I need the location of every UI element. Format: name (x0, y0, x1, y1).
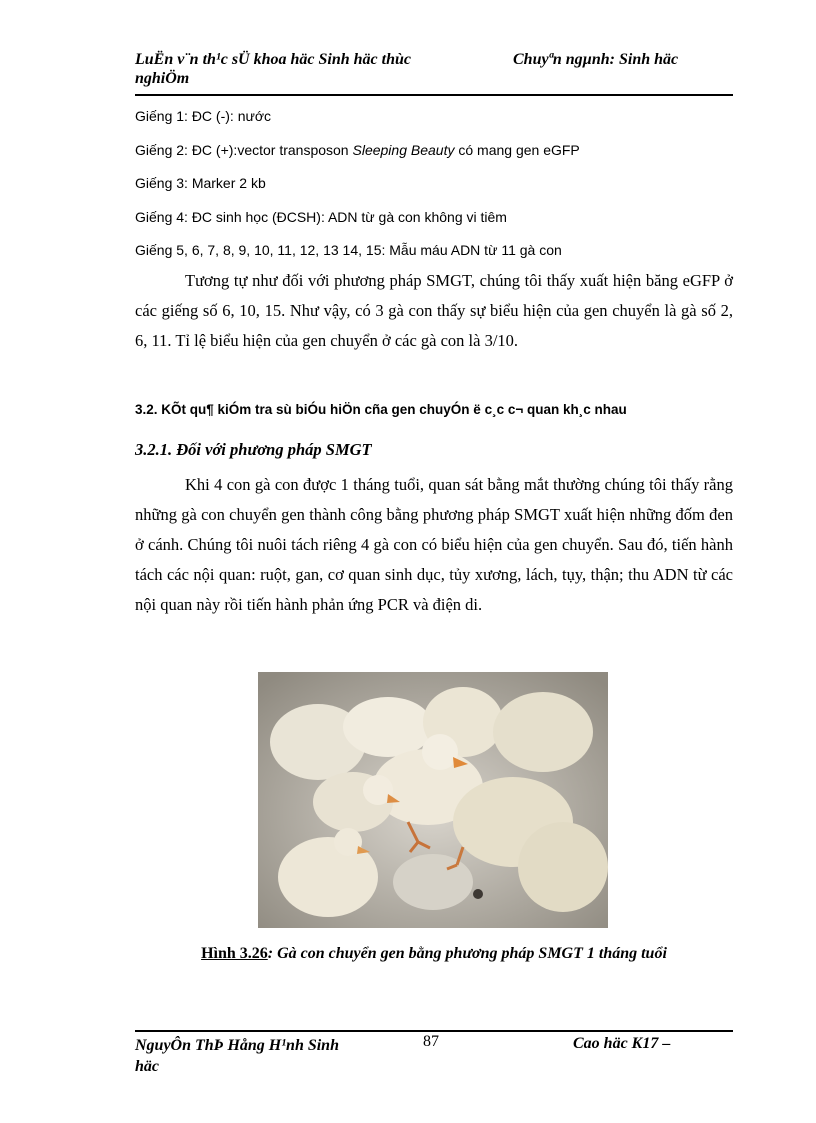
section-heading-3-2: 3.2. KÕt qu¶ kiÓm tra sù biÓu hiÖn cña gen chuyÓn ë c¸c c¬ quan kh¸c nhau (135, 402, 627, 417)
figure-caption-label: Hình 3.26 (201, 945, 268, 962)
well-item-2-prefix: Giếng 2: ĐC (+):vector transposon (135, 141, 353, 158)
figure-caption (135, 945, 733, 963)
footer-author: NguyÔn ThÞ Hång H¹nh Sinh häc (135, 1037, 339, 1075)
well-item-1: Giếng 1: ĐC (-): nước (135, 108, 272, 124)
chicks-photo-illustration (258, 672, 608, 928)
subsection-heading-3-2-1: 3.2.1. Đối với phương pháp SMGT (135, 440, 372, 459)
figure-caption-text: : Gà con chuyển gen bằng phương pháp SMGT 1 tháng tuổi (267, 945, 667, 962)
page-header (135, 50, 733, 96)
header-rule (135, 94, 733, 96)
paragraph-method: Khi 4 con gà con được 1 tháng tuổi, quan sát bằng mắt thường chúng tôi thấy rằng những gà con chuyển gen thành công bằng phương pháp SMGT xuất hiện những đốm đen ở cánh. Chúng tôi nuôi tách riêng 4 gà con có biểu hiện của gen chuyển. Sau đó, tiến hành tách các nội quan: ruột, gan, cơ quan sinh dục, tủy xương, lách, tụy, thận; thu ADN từ các nội quan này rồi tiến hành phản ứng PCR và điện di. (135, 475, 733, 614)
page-footer (135, 1035, 733, 1079)
well-item-2 (135, 134, 733, 168)
well-item-4: Giếng 4: ĐC sinh học (ĐCSH): ADN từ gà con không vi tiêm (135, 208, 507, 225)
footer-rule (135, 1030, 733, 1032)
well-item-2-italic: Sleeping Beauty (352, 141, 455, 158)
page-number: 87 (423, 1033, 439, 1050)
header-specialty: Chuyªn ngµnh: Sinh häc (513, 51, 679, 68)
paragraph-results: Tương tự như đối với phương pháp SMGT, chúng tôi thấy xuất hiện băng eGFP ở các giếng số 6, 10, 15. Như vậy, có 3 gà con thấy sự biểu hiện của gen chuyển là gà số 2, 6, 11. Tỉ lệ biểu hiện của gen chuyển ở các gà con là 3/10. (135, 271, 733, 350)
well-item-5: Giếng 5, 6, 7, 8, 9, 10, 11, 12, 13 14, 15: Mẫu máu ADN từ 11 gà con (135, 242, 562, 258)
footer-course: Cao häc K17 – (573, 1035, 671, 1052)
well-item-2-suffix: có mang gen eGFP (454, 141, 580, 158)
well-list (135, 100, 733, 268)
chicks-photo (258, 672, 608, 928)
well-item-3: Giếng 3: Marker 2 kb (135, 175, 266, 191)
header-thesis-title: LuËn v¨n th¹c sÜ khoa häc Sinh häc thùc nghiÖm (135, 51, 411, 87)
